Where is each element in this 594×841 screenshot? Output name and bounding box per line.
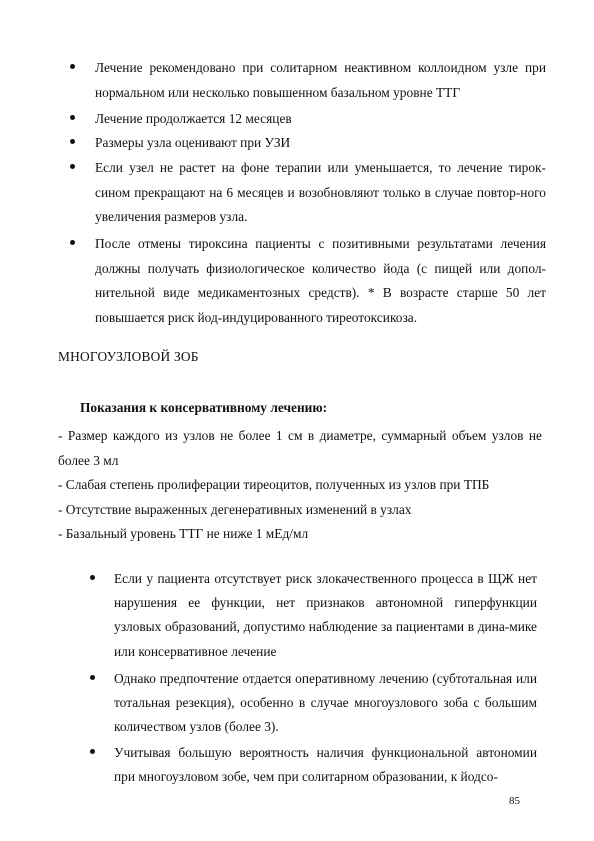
bullet-icon [90,749,95,754]
bullet-item [70,107,546,132]
indication-item: - Базальный уровень ТТГ не ниже 1 мЕд/мл [58,526,309,541]
bullet-icon [90,575,95,580]
section-title: МНОГОУЗЛОВОЙ ЗОБ [58,349,199,364]
bullet-item [70,56,546,105]
bullet-icon [70,164,75,169]
bullet-icon [70,139,75,144]
bullet-icon [70,115,75,120]
bullet-item [70,131,546,156]
bullet-item [90,567,537,664]
indications-heading: Показания к консервативному лечению: [80,400,328,415]
bullet-text: После отмены тироксина пациенты с позитивными результатами лечения должны получать физиологическое количество йода (с пищей или допол-нительной виде медикаментозных средств). * В возрасте старше 50 лет повышается риск йод-индуцированного тиреотоксикоза. [95,236,546,325]
bullet-text: Размеры узла оценивают при УЗИ [95,135,291,150]
indication-item: - Отсутствие выраженных дегенеративных изменений в узлах [58,501,412,517]
bullet-item [70,232,546,330]
bullet-text: Если узел не растет на фоне терапии или уменьшается, то лечение тирок-сином прекращают на 6 месяцев и возобновляют только в случае повтор-ного увеличения размеров узла. [95,160,546,225]
bullet-text: Лечение рекомендовано при солитарном неактивном коллоидном узле при нормальном или несколько повышенном базальном уровне ТТГ [95,60,546,100]
bullet-item [90,741,537,789]
indications-list [58,424,542,547]
bullet-item [90,667,537,740]
bullet-text: Учитывая большую вероятность наличия функциональной автономии при многоузловом зобе, чем при солитарном образовании, к йодсо- [114,745,537,785]
bullet-icon [70,64,75,69]
bullet-icon [90,675,95,680]
bullet-item [70,156,546,230]
bullet-text: Если у пациента отсутствует риск злокачественного процесса в ЩЖ нет нарушения ее функции, нет признаков автономной гиперфункции узловых образований, допустимо наблюдение за пациентами в дина-мике или консервативное лечение [114,571,537,659]
page-number: 85 [509,795,520,807]
indication-item: - Слабая степень пролиферации тиреоцитов, полученных из узлов при ТПБ [58,477,490,492]
indication-item: - Размер каждого из узлов не более 1 см в диаметре, суммарный объем узлов не более 3 мл [58,428,542,468]
bullet-text: Лечение продолжается 12 месяцев [95,111,292,126]
bullet-text: Однако предпочтение отдается оперативному лечению (субтотальная или тотальная резекция), особенно в случае многоузлового зоба с большим количеством узлов (более 3). [114,671,537,735]
bullet-icon [70,240,75,245]
